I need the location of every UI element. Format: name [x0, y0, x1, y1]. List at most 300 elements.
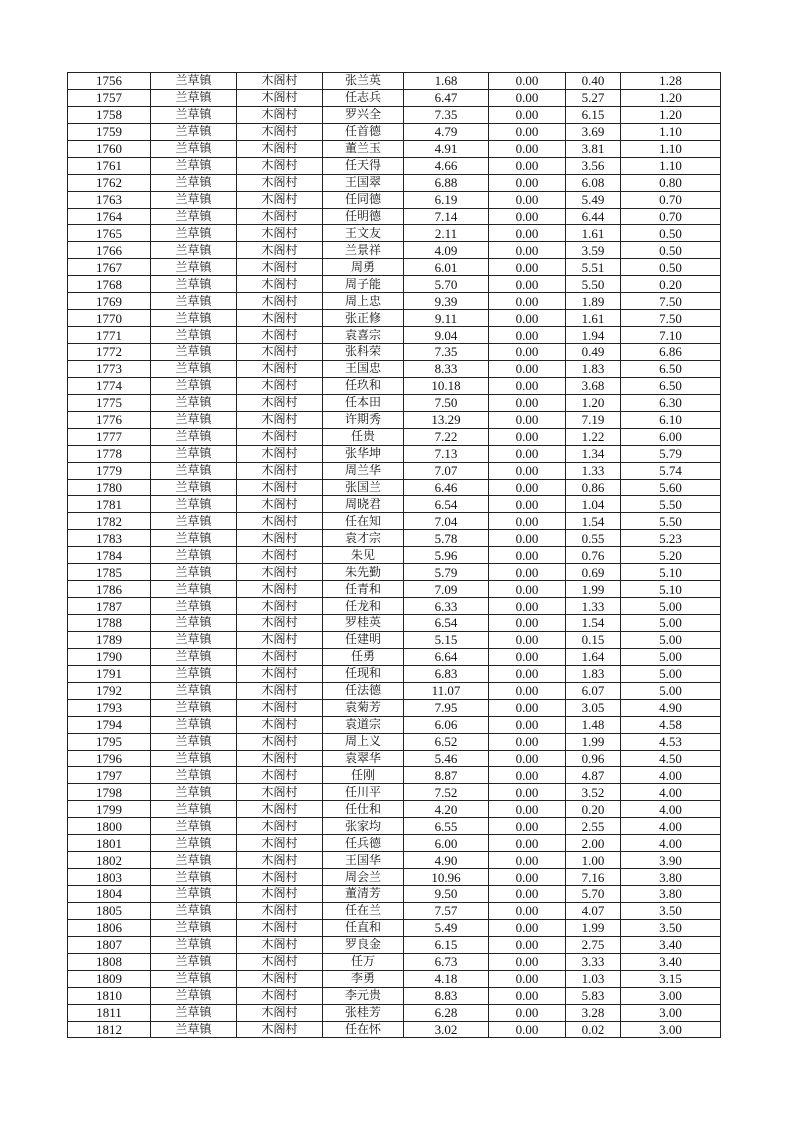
- value-2-cell: 0.00: [489, 513, 566, 530]
- value-2-cell: 0.00: [489, 344, 566, 361]
- value-4-cell: 4.00: [621, 835, 721, 852]
- village-cell: 木阁村: [237, 394, 323, 411]
- table-row: [68, 818, 721, 835]
- value-4-cell: 5.74: [621, 462, 721, 479]
- village-cell: 木阁村: [237, 310, 323, 327]
- value-4-cell: 5.00: [621, 615, 721, 632]
- row-number: 1759: [68, 123, 151, 140]
- value-3-cell: 1.99: [566, 919, 621, 936]
- village-cell: 木阁村: [237, 208, 323, 225]
- table-row: [68, 547, 721, 564]
- value-4-cell: 3.15: [621, 970, 721, 987]
- value-3-cell: 6.15: [566, 106, 621, 123]
- value-1-cell: 7.04: [404, 513, 489, 530]
- value-3-cell: 4.07: [566, 902, 621, 919]
- town-cell: 兰草镇: [151, 377, 237, 394]
- table-row: [68, 513, 721, 530]
- name-cell: 周晓君: [323, 496, 404, 513]
- row-number: 1766: [68, 242, 151, 259]
- value-1-cell: 7.57: [404, 902, 489, 919]
- value-1-cell: 9.04: [404, 327, 489, 344]
- village-cell: 木阁村: [237, 479, 323, 496]
- value-4-cell: 3.50: [621, 919, 721, 936]
- name-cell: 任志兵: [323, 89, 404, 106]
- value-3-cell: 4.87: [566, 767, 621, 784]
- town-cell: 兰草镇: [151, 174, 237, 191]
- table-row: [68, 106, 721, 123]
- value-4-cell: 4.00: [621, 767, 721, 784]
- value-4-cell: 1.10: [621, 140, 721, 157]
- table-row: [68, 564, 721, 581]
- name-cell: 周会兰: [323, 869, 404, 886]
- value-1-cell: 9.39: [404, 293, 489, 310]
- village-cell: 木阁村: [237, 293, 323, 310]
- table-row: [68, 869, 721, 886]
- value-3-cell: 0.15: [566, 631, 621, 648]
- value-1-cell: 8.83: [404, 987, 489, 1004]
- value-2-cell: 0.00: [489, 445, 566, 462]
- value-1-cell: 7.22: [404, 428, 489, 445]
- value-4-cell: 1.10: [621, 123, 721, 140]
- value-4-cell: 6.10: [621, 411, 721, 428]
- row-number: 1792: [68, 682, 151, 699]
- value-2-cell: 0.00: [489, 479, 566, 496]
- village-cell: 木阁村: [237, 73, 323, 90]
- value-2-cell: 0.00: [489, 869, 566, 886]
- value-3-cell: 3.52: [566, 784, 621, 801]
- value-2-cell: 0.00: [489, 564, 566, 581]
- table-row: [68, 394, 721, 411]
- value-3-cell: 3.28: [566, 1004, 621, 1021]
- town-cell: 兰草镇: [151, 801, 237, 818]
- town-cell: 兰草镇: [151, 344, 237, 361]
- name-cell: 袁菊芳: [323, 699, 404, 716]
- value-1-cell: 6.83: [404, 665, 489, 682]
- value-4-cell: 5.60: [621, 479, 721, 496]
- row-number: 1772: [68, 344, 151, 361]
- value-3-cell: 1.64: [566, 648, 621, 665]
- row-number: 1799: [68, 801, 151, 818]
- name-cell: 王国翠: [323, 174, 404, 191]
- value-3-cell: 1.33: [566, 462, 621, 479]
- value-1-cell: 6.55: [404, 818, 489, 835]
- value-1-cell: 5.96: [404, 547, 489, 564]
- value-1-cell: 4.18: [404, 970, 489, 987]
- name-cell: 张正修: [323, 310, 404, 327]
- row-number: 1801: [68, 835, 151, 852]
- value-4-cell: 7.10: [621, 327, 721, 344]
- value-4-cell: 6.00: [621, 428, 721, 445]
- village-cell: 木阁村: [237, 411, 323, 428]
- name-cell: 张华坤: [323, 445, 404, 462]
- value-1-cell: 7.35: [404, 106, 489, 123]
- name-cell: 张国兰: [323, 479, 404, 496]
- name-cell: 王国华: [323, 852, 404, 869]
- value-2-cell: 0.00: [489, 767, 566, 784]
- value-3-cell: 1.20: [566, 394, 621, 411]
- value-3-cell: 2.55: [566, 818, 621, 835]
- value-2-cell: 0.00: [489, 462, 566, 479]
- name-cell: 任在兰: [323, 902, 404, 919]
- town-cell: 兰草镇: [151, 953, 237, 970]
- value-1-cell: 11.07: [404, 682, 489, 699]
- value-4-cell: 0.50: [621, 225, 721, 242]
- table-row: [68, 767, 721, 784]
- town-cell: 兰草镇: [151, 208, 237, 225]
- village-cell: 木阁村: [237, 89, 323, 106]
- name-cell: 周上忠: [323, 293, 404, 310]
- name-cell: 朱先勤: [323, 564, 404, 581]
- value-3-cell: 5.70: [566, 886, 621, 903]
- row-number: 1786: [68, 581, 151, 598]
- row-number: 1757: [68, 89, 151, 106]
- village-cell: 木阁村: [237, 191, 323, 208]
- value-1-cell: 7.35: [404, 344, 489, 361]
- value-4-cell: 1.20: [621, 106, 721, 123]
- value-2-cell: 0.00: [489, 648, 566, 665]
- value-3-cell: 3.59: [566, 242, 621, 259]
- table-row: [68, 919, 721, 936]
- village-cell: 木阁村: [237, 750, 323, 767]
- row-number: 1802: [68, 852, 151, 869]
- name-cell: 王文友: [323, 225, 404, 242]
- row-number: 1780: [68, 479, 151, 496]
- value-3-cell: 1.54: [566, 513, 621, 530]
- name-cell: 罗兴全: [323, 106, 404, 123]
- value-4-cell: 4.00: [621, 818, 721, 835]
- village-cell: 木阁村: [237, 835, 323, 852]
- town-cell: 兰草镇: [151, 496, 237, 513]
- row-number: 1812: [68, 1021, 151, 1038]
- row-number: 1782: [68, 513, 151, 530]
- table-row: [68, 411, 721, 428]
- name-cell: 任青和: [323, 581, 404, 598]
- value-2-cell: 0.00: [489, 496, 566, 513]
- value-4-cell: 3.00: [621, 1021, 721, 1038]
- name-cell: 李勇: [323, 970, 404, 987]
- value-2-cell: 0.00: [489, 310, 566, 327]
- value-3-cell: 3.33: [566, 953, 621, 970]
- value-3-cell: 6.08: [566, 174, 621, 191]
- value-4-cell: 5.10: [621, 564, 721, 581]
- row-number: 1803: [68, 869, 151, 886]
- town-cell: 兰草镇: [151, 259, 237, 276]
- value-3-cell: 5.83: [566, 987, 621, 1004]
- row-number: 1798: [68, 784, 151, 801]
- row-number: 1793: [68, 699, 151, 716]
- row-number: 1783: [68, 530, 151, 547]
- value-4-cell: 3.90: [621, 852, 721, 869]
- value-2-cell: 0.00: [489, 530, 566, 547]
- row-number: 1776: [68, 411, 151, 428]
- table-row: [68, 598, 721, 615]
- town-cell: 兰草镇: [151, 631, 237, 648]
- table-row: [68, 428, 721, 445]
- value-2-cell: 0.00: [489, 1004, 566, 1021]
- value-2-cell: 0.00: [489, 394, 566, 411]
- value-2-cell: 0.00: [489, 750, 566, 767]
- value-3-cell: 0.02: [566, 1021, 621, 1038]
- row-number: 1808: [68, 953, 151, 970]
- value-4-cell: 0.80: [621, 174, 721, 191]
- town-cell: 兰草镇: [151, 547, 237, 564]
- village-cell: 木阁村: [237, 801, 323, 818]
- value-4-cell: 5.00: [621, 648, 721, 665]
- village-cell: 木阁村: [237, 886, 323, 903]
- row-number: 1790: [68, 648, 151, 665]
- value-3-cell: 7.16: [566, 869, 621, 886]
- table-row: [68, 208, 721, 225]
- value-1-cell: 4.79: [404, 123, 489, 140]
- table-row: [68, 344, 721, 361]
- village-cell: 木阁村: [237, 682, 323, 699]
- town-cell: 兰草镇: [151, 445, 237, 462]
- value-1-cell: 6.15: [404, 936, 489, 953]
- table-row: [68, 886, 721, 903]
- value-2-cell: 0.00: [489, 598, 566, 615]
- value-3-cell: 1.89: [566, 293, 621, 310]
- town-cell: 兰草镇: [151, 699, 237, 716]
- town-cell: 兰草镇: [151, 869, 237, 886]
- value-1-cell: 6.88: [404, 174, 489, 191]
- value-1-cell: 7.13: [404, 445, 489, 462]
- name-cell: 张科荣: [323, 344, 404, 361]
- village-cell: 木阁村: [237, 665, 323, 682]
- value-4-cell: 5.20: [621, 547, 721, 564]
- name-cell: 任明德: [323, 208, 404, 225]
- value-3-cell: 2.75: [566, 936, 621, 953]
- name-cell: 许期秀: [323, 411, 404, 428]
- value-1-cell: 1.68: [404, 73, 489, 90]
- town-cell: 兰草镇: [151, 242, 237, 259]
- row-number: 1807: [68, 936, 151, 953]
- value-1-cell: 3.02: [404, 1021, 489, 1038]
- value-1-cell: 4.90: [404, 852, 489, 869]
- value-2-cell: 0.00: [489, 936, 566, 953]
- row-number: 1774: [68, 377, 151, 394]
- table-row: [68, 89, 721, 106]
- value-4-cell: 4.50: [621, 750, 721, 767]
- village-cell: 木阁村: [237, 902, 323, 919]
- table-row: [68, 293, 721, 310]
- table-row: [68, 276, 721, 293]
- value-2-cell: 0.00: [489, 818, 566, 835]
- town-cell: 兰草镇: [151, 479, 237, 496]
- village-cell: 木阁村: [237, 953, 323, 970]
- value-4-cell: 7.50: [621, 310, 721, 327]
- value-4-cell: 5.79: [621, 445, 721, 462]
- value-3-cell: 7.19: [566, 411, 621, 428]
- value-2-cell: 0.00: [489, 631, 566, 648]
- town-cell: 兰草镇: [151, 733, 237, 750]
- value-2-cell: 0.00: [489, 784, 566, 801]
- name-cell: 兰景祥: [323, 242, 404, 259]
- town-cell: 兰草镇: [151, 987, 237, 1004]
- table-row: [68, 970, 721, 987]
- name-cell: 张兰英: [323, 73, 404, 90]
- value-1-cell: 2.11: [404, 225, 489, 242]
- village-cell: 木阁村: [237, 462, 323, 479]
- row-number: 1800: [68, 818, 151, 835]
- value-3-cell: 3.05: [566, 699, 621, 716]
- name-cell: 袁道宗: [323, 716, 404, 733]
- value-2-cell: 0.00: [489, 259, 566, 276]
- value-3-cell: 0.86: [566, 479, 621, 496]
- town-cell: 兰草镇: [151, 89, 237, 106]
- town-cell: 兰草镇: [151, 310, 237, 327]
- value-3-cell: 1.99: [566, 581, 621, 598]
- row-number: 1788: [68, 615, 151, 632]
- value-4-cell: 5.50: [621, 496, 721, 513]
- village-cell: 木阁村: [237, 445, 323, 462]
- row-number: 1778: [68, 445, 151, 462]
- value-1-cell: 6.01: [404, 259, 489, 276]
- value-4-cell: 3.00: [621, 1004, 721, 1021]
- name-cell: 任玖和: [323, 377, 404, 394]
- name-cell: 袁翠华: [323, 750, 404, 767]
- town-cell: 兰草镇: [151, 818, 237, 835]
- value-1-cell: 8.87: [404, 767, 489, 784]
- value-3-cell: 1.34: [566, 445, 621, 462]
- table-row: [68, 530, 721, 547]
- value-1-cell: 7.07: [404, 462, 489, 479]
- value-1-cell: 7.52: [404, 784, 489, 801]
- row-number: 1775: [68, 394, 151, 411]
- village-cell: 木阁村: [237, 869, 323, 886]
- table-row: [68, 682, 721, 699]
- name-cell: 董兰玉: [323, 140, 404, 157]
- town-cell: 兰草镇: [151, 428, 237, 445]
- value-3-cell: 1.04: [566, 496, 621, 513]
- village-cell: 木阁村: [237, 852, 323, 869]
- value-3-cell: 1.83: [566, 665, 621, 682]
- village-cell: 木阁村: [237, 767, 323, 784]
- value-3-cell: 0.40: [566, 73, 621, 90]
- row-number: 1797: [68, 767, 151, 784]
- value-1-cell: 6.73: [404, 953, 489, 970]
- value-3-cell: 0.76: [566, 547, 621, 564]
- row-number: 1794: [68, 716, 151, 733]
- village-cell: 木阁村: [237, 936, 323, 953]
- value-3-cell: 6.07: [566, 682, 621, 699]
- value-3-cell: 3.69: [566, 123, 621, 140]
- row-number: 1777: [68, 428, 151, 445]
- town-cell: 兰草镇: [151, 394, 237, 411]
- value-4-cell: 0.20: [621, 276, 721, 293]
- value-2-cell: 0.00: [489, 174, 566, 191]
- name-cell: 周子能: [323, 276, 404, 293]
- town-cell: 兰草镇: [151, 411, 237, 428]
- value-1-cell: 4.09: [404, 242, 489, 259]
- value-4-cell: 4.00: [621, 784, 721, 801]
- value-1-cell: 6.46: [404, 479, 489, 496]
- value-4-cell: 0.50: [621, 259, 721, 276]
- value-4-cell: 5.10: [621, 581, 721, 598]
- value-1-cell: 9.11: [404, 310, 489, 327]
- table-row: [68, 225, 721, 242]
- town-cell: 兰草镇: [151, 835, 237, 852]
- table-row: [68, 157, 721, 174]
- name-cell: 王国忠: [323, 360, 404, 377]
- table-row: [68, 191, 721, 208]
- value-3-cell: 2.00: [566, 835, 621, 852]
- row-number: 1779: [68, 462, 151, 479]
- value-1-cell: 5.15: [404, 631, 489, 648]
- value-1-cell: 6.19: [404, 191, 489, 208]
- town-cell: 兰草镇: [151, 327, 237, 344]
- value-1-cell: 6.06: [404, 716, 489, 733]
- value-1-cell: 4.91: [404, 140, 489, 157]
- village-cell: 木阁村: [237, 919, 323, 936]
- value-4-cell: 3.80: [621, 886, 721, 903]
- value-4-cell: 6.50: [621, 360, 721, 377]
- value-2-cell: 0.00: [489, 293, 566, 310]
- town-cell: 兰草镇: [151, 936, 237, 953]
- value-4-cell: 5.00: [621, 665, 721, 682]
- value-1-cell: 5.70: [404, 276, 489, 293]
- name-cell: 罗良金: [323, 936, 404, 953]
- village-cell: 木阁村: [237, 1004, 323, 1021]
- town-cell: 兰草镇: [151, 157, 237, 174]
- name-cell: 任勇: [323, 648, 404, 665]
- name-cell: 任川平: [323, 784, 404, 801]
- village-cell: 木阁村: [237, 327, 323, 344]
- row-number: 1764: [68, 208, 151, 225]
- row-number: 1789: [68, 631, 151, 648]
- village-cell: 木阁村: [237, 174, 323, 191]
- value-4-cell: 4.00: [621, 801, 721, 818]
- village-cell: 木阁村: [237, 648, 323, 665]
- row-number: 1756: [68, 73, 151, 90]
- value-4-cell: 5.00: [621, 598, 721, 615]
- table-row: [68, 784, 721, 801]
- town-cell: 兰草镇: [151, 276, 237, 293]
- town-cell: 兰草镇: [151, 123, 237, 140]
- table-row: [68, 801, 721, 818]
- value-2-cell: 0.00: [489, 665, 566, 682]
- table-row: [68, 242, 721, 259]
- village-cell: 木阁村: [237, 581, 323, 598]
- value-3-cell: 1.99: [566, 733, 621, 750]
- value-2-cell: 0.00: [489, 886, 566, 903]
- value-2-cell: 0.00: [489, 327, 566, 344]
- value-3-cell: 6.44: [566, 208, 621, 225]
- town-cell: 兰草镇: [151, 1021, 237, 1038]
- name-cell: 罗桂英: [323, 615, 404, 632]
- town-cell: 兰草镇: [151, 852, 237, 869]
- name-cell: 任同德: [323, 191, 404, 208]
- value-2-cell: 0.00: [489, 225, 566, 242]
- value-4-cell: 5.23: [621, 530, 721, 547]
- value-1-cell: 7.95: [404, 699, 489, 716]
- name-cell: 袁喜宗: [323, 327, 404, 344]
- table-row: [68, 479, 721, 496]
- value-2-cell: 0.00: [489, 970, 566, 987]
- town-cell: 兰草镇: [151, 750, 237, 767]
- value-2-cell: 0.00: [489, 919, 566, 936]
- value-2-cell: 0.00: [489, 733, 566, 750]
- table-row: [68, 310, 721, 327]
- village-cell: 木阁村: [237, 987, 323, 1004]
- table-row: [68, 496, 721, 513]
- value-2-cell: 0.00: [489, 953, 566, 970]
- village-cell: 木阁村: [237, 360, 323, 377]
- value-1-cell: 7.14: [404, 208, 489, 225]
- row-number: 1760: [68, 140, 151, 157]
- town-cell: 兰草镇: [151, 513, 237, 530]
- village-cell: 木阁村: [237, 513, 323, 530]
- table-row: [68, 377, 721, 394]
